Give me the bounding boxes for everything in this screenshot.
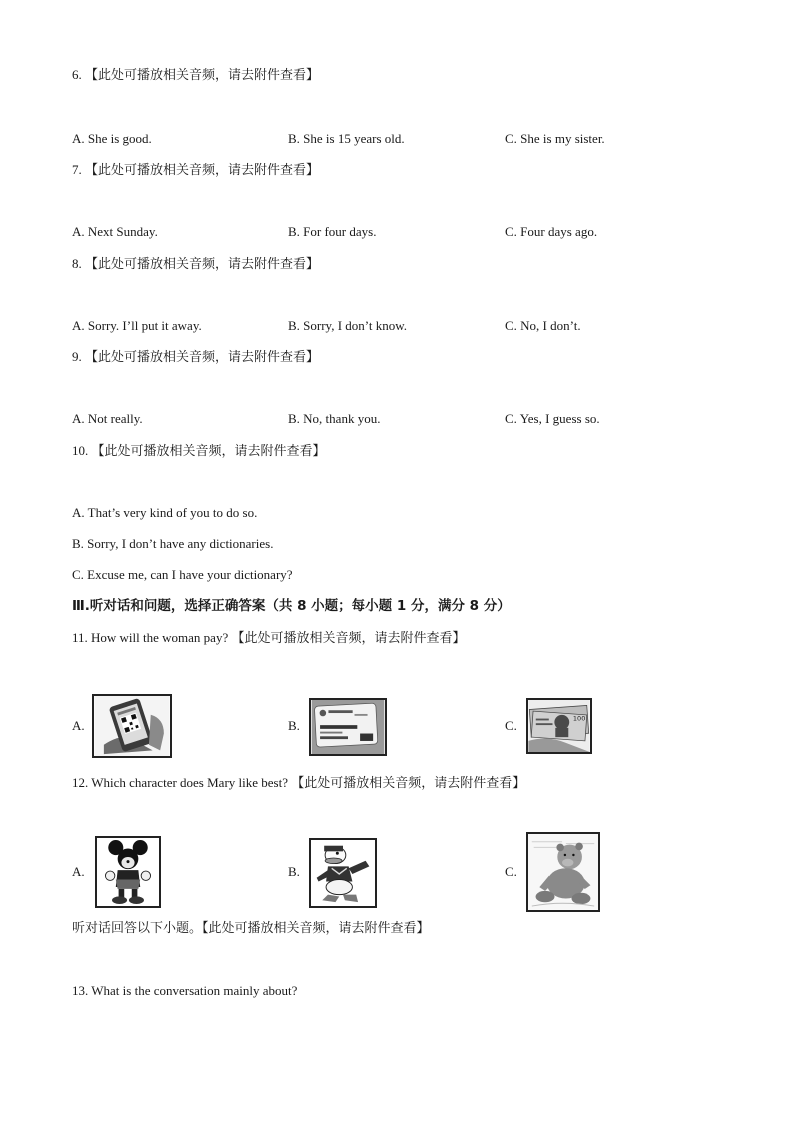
question-12-prompt: 12. Which character does Mary like best? 【此处可播放相关音频，请去附件查看】 xyxy=(72,775,526,791)
question-11-prompt: 11. How will the woman pay? 【此处可播放相关音频，请去附件查看】 xyxy=(72,630,466,646)
option-12b-label: B. xyxy=(288,864,300,879)
option-12a-label: A. xyxy=(72,864,85,879)
question-13-prompt: 13. What is the conversation mainly about? xyxy=(72,983,298,998)
option-10a: A. That’s very kind of you to do so. xyxy=(72,505,258,520)
question-7-prompt: 7. 【此处可播放相关音频，请去附件查看】 xyxy=(72,162,320,178)
mickey-mouse-icon xyxy=(95,836,161,908)
option-9b: B. No, thank you. xyxy=(288,411,381,426)
option-6c: C. She is my sister. xyxy=(505,131,605,146)
option-7c: C. Four days ago. xyxy=(505,224,598,239)
option-7a: A. Next Sunday. xyxy=(72,224,158,239)
option-8c: C. No, I don’t. xyxy=(505,318,581,333)
option-9c: C. Yes, I guess so. xyxy=(505,411,600,426)
option-6a: A. She is good. xyxy=(72,131,152,146)
option-10c: C. Excuse me, can I have your dictionary? xyxy=(72,567,293,582)
svg-text:100: 100 xyxy=(572,714,586,723)
listening-intro: 听对话回答以下小题。【此处可播放相关音频，请去附件查看】 xyxy=(72,921,430,936)
phone-qr-payment-icon xyxy=(92,694,172,758)
audio-placeholder: 【此处可播放相关音频，请去附件查看】 xyxy=(291,776,526,791)
option-10b: B. Sorry, I don’t have any dictionaries. xyxy=(72,536,274,551)
question-8-prompt: 8. 【此处可播放相关音频，请去附件查看】 xyxy=(72,256,320,272)
option-8a: A. Sorry. I’ll put it away. xyxy=(72,318,202,333)
option-9a: A. Not really. xyxy=(72,411,143,426)
question-6-prompt: 6. 【此处可播放相关音频，请去附件查看】 xyxy=(72,67,320,83)
option-12c-label: C. xyxy=(505,864,517,879)
audio-placeholder: 【此处可播放相关音频，请去附件查看】 xyxy=(231,631,466,646)
option-8b: B. Sorry, I don’t know. xyxy=(288,318,408,333)
banknote-cash-icon xyxy=(526,698,592,754)
donald-duck-icon xyxy=(309,838,377,908)
audio-placeholder: 【此处可播放相关音频，请去附件查看】 xyxy=(85,68,320,83)
option-7b: B. For four days. xyxy=(288,224,377,239)
audio-placeholder: 【此处可播放相关音频，请去附件查看】 xyxy=(91,444,326,459)
question-9-prompt: 9. 【此处可播放相关音频，请去附件查看】 xyxy=(72,349,320,365)
option-6b: B. She is 15 years old. xyxy=(288,131,405,146)
option-11b-label: B. xyxy=(288,718,300,733)
audio-placeholder: 【此处可播放相关音频，请去附件查看】 xyxy=(85,163,320,178)
question-10-prompt: 10. 【此处可播放相关音频，请去附件查看】 xyxy=(72,443,326,459)
winnie-the-pooh-icon xyxy=(526,832,600,912)
section-heading: Ⅲ.听对话和问题，选择正确答案（共 8 小题；每小题 1 分，满分 8 分） xyxy=(72,598,511,614)
option-11c-label: C. xyxy=(505,718,517,733)
audio-placeholder: 【此处可播放相关音频，请去附件查看】 xyxy=(85,257,320,272)
audio-placeholder: 【此处可播放相关音频，请去附件查看】 xyxy=(85,350,320,365)
bank-card-icon xyxy=(309,698,387,756)
option-11a-label: A. xyxy=(72,718,85,733)
